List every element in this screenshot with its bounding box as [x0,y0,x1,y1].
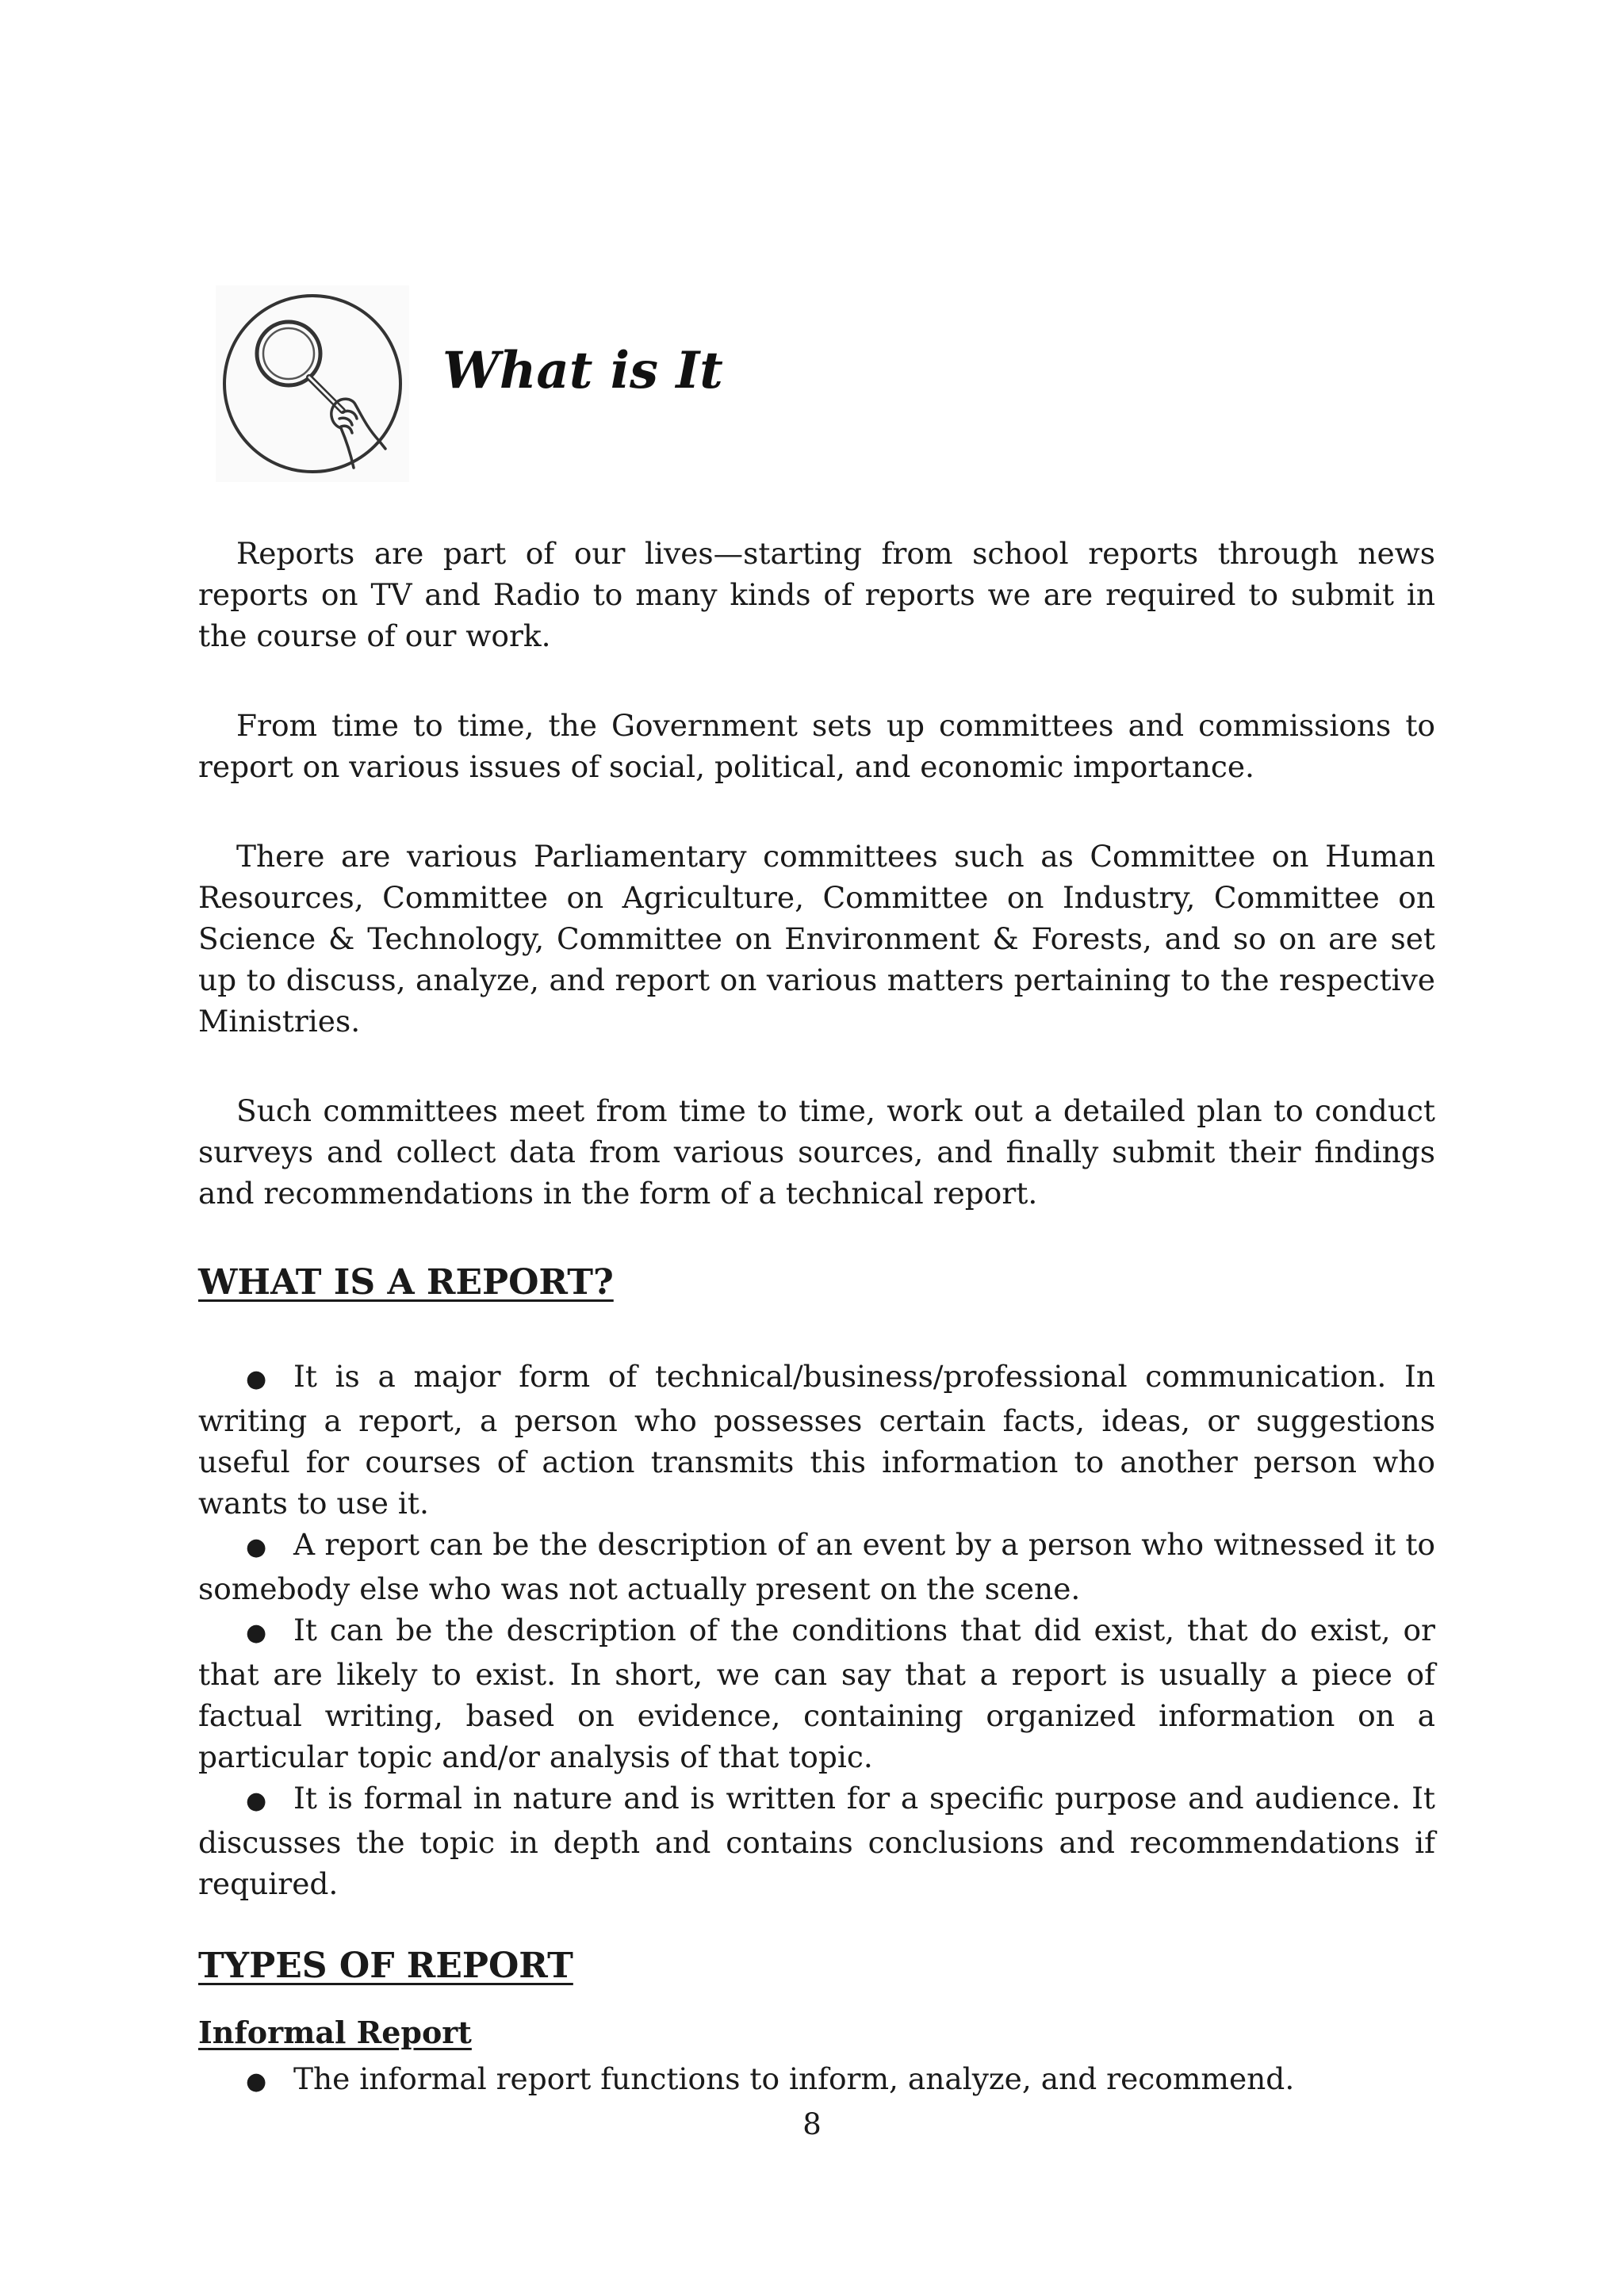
informal-bullet-1 [198,2058,1435,2103]
report-bullet-2 [198,1524,1435,1609]
intro-paragraph-2: From time to time, the Government sets up committees and commissions to report on various issues of social, political, and economic importance. [198,708,1435,784]
page-number: 8 [802,2107,822,2141]
report-bullet-text-2: A report can be the description of an event by a person who witnessed it to somebody else who was not actually present on the scene. [198,1527,1435,1606]
magnifying-glass-icon [216,285,409,482]
types-of-report-heading: TYPES OF REPORT [198,1946,573,1986]
report-bullet-text-3: It can be the description of the conditions that did exist, that do exist, or that are likely to exist. In short, we can say that a report is usually a piece of factual writing, based on evidence, containing organized information on a particular topic and/or analysis of that topic. [198,1613,1435,1774]
report-bullet-3 [198,1609,1435,1777]
bullet-icon: ● [246,2068,267,2095]
bullet-icon: ● [246,1619,267,1647]
bullet-icon: ● [246,1365,267,1393]
bullet-icon: ● [246,1533,267,1561]
intro-paragraph-3: There are various Parliamentary committees such as Committee on Human Resources, Committee on Agriculture, Committee on Industry, Committee on Science & Technology, Committee on Environment & Forests, and so on are set up to discuss, analyze, and report on various matters pertaining to the respective Ministries. [198,839,1435,1039]
what-is-report-heading: WHAT IS A REPORT? [198,1262,614,1303]
report-bullet-4 [198,1777,1435,1904]
informal-report-subheading: Informal Report [198,2015,472,2050]
intro-paragraph-4: Such committees meet from time to time, work out a detailed plan to conduct surveys and collect data from various sources, and finally submit their findings and recommendations in the form of a technical report. [198,1093,1435,1211]
report-bullet-1 [198,1356,1435,1524]
report-bullet-text-1: It is a major form of technical/business/professional communication. In writing a report, a person who possesses certain facts, ideas, or suggestions useful for courses of action transmits this information to another person who wants to use it. [198,1359,1435,1521]
report-bullet-text-4: It is formal in nature and is written for a specific purpose and audience. It discusses the topic in depth and contains conclusions and recommendations if required. [198,1781,1435,1901]
bullet-icon: ● [246,1787,267,1815]
informal-bullet-text-1: The informal report functions to inform, analyze, and recommend. [293,2061,1295,2096]
intro-paragraph-1: Reports are part of our lives—starting from school reports through news reports on TV and Radio to many kinds of reports we are required to submit in the course of our work. [198,536,1435,653]
page-title: What is It [442,341,723,400]
document-body [198,533,1435,2103]
